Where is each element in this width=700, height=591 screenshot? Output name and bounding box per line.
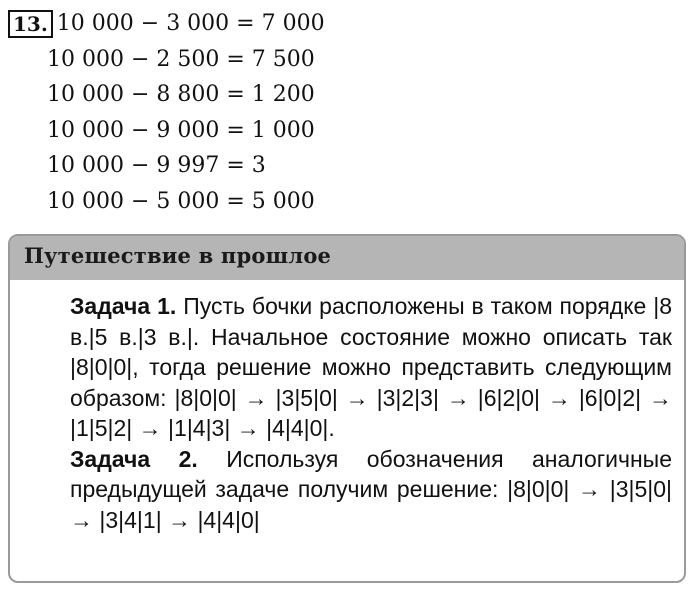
equation-row	[8, 77, 325, 113]
equation-text: 10 000 − 3 000 = 7 000	[56, 11, 325, 36]
equation-text: 10 000 − 8 800 = 1 200	[47, 82, 315, 107]
equations-block	[8, 6, 325, 219]
equation-row	[8, 6, 325, 42]
equation-row	[8, 148, 325, 184]
equation-row	[8, 184, 325, 220]
equation-text: 10 000 − 9 000 = 1 000	[47, 117, 315, 143]
task1-label: Задача 1.	[70, 293, 177, 319]
history-title: Путешествие в прошлое	[24, 243, 332, 268]
task-number: 13.	[8, 10, 53, 38]
task1-paragraph	[70, 291, 672, 444]
equation-text: 10 000 − 5 000 = 5 000	[47, 188, 315, 214]
equation-row	[8, 42, 325, 78]
history-section	[8, 234, 686, 583]
task2-paragraph	[70, 444, 672, 536]
history-header	[10, 236, 684, 280]
task2-text: Используя обозначения аналогичные предыдущей задаче получим решение: |8|0|0| → |3|5|0| → |3|4|1| → |4|4|0|	[70, 445, 672, 533]
equation-row	[8, 113, 325, 149]
equation-text: 10 000 − 9 997 = 3	[47, 153, 266, 178]
task1-text: Пусть бочки расположены в таком порядке |8 в.|5 в.|3 в.|. Начальное состояние можно описать так |8|0|0|, тогда решение можно представить следующим образом: |8|0|0| → |3|5|0| → |3|2|3| → |6|2|0| → |6|0|2| → |1|5|2| → |1|4|3| → |4|4|0|.	[70, 293, 672, 441]
history-content	[70, 291, 672, 535]
equation-text: 10 000 − 2 500 = 7 500	[47, 46, 315, 72]
task2-label: Задача 2.	[70, 445, 198, 472]
